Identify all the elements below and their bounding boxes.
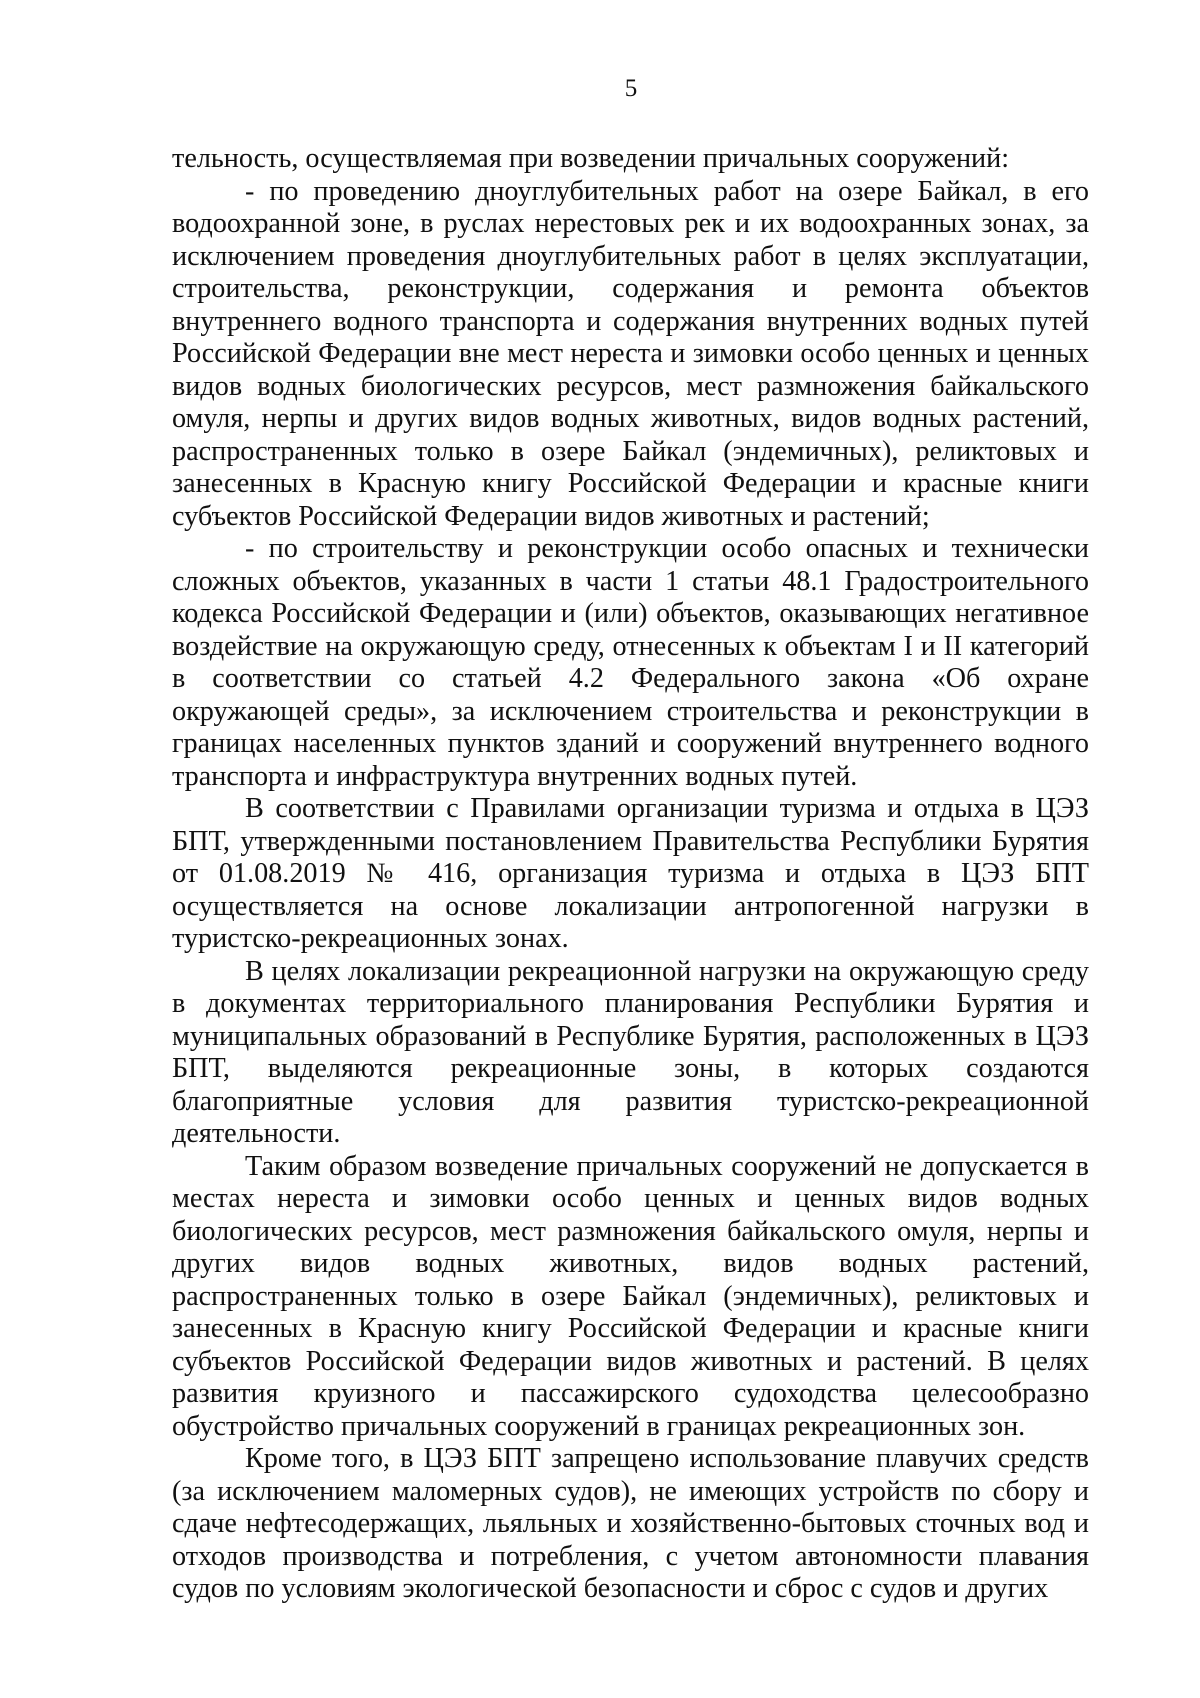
paragraph-mooring-conclusion: Таким образом возведение причальных сооружений не допускается в местах нереста и зимовки особо ценных и ценных видов водных биологических ресурсов, мест размножения байкальского омуля, нерпы и других видов водных животных, видов водных растений, распространенных только в озере Байкал (эндемичных), реликтовых и занесенных в Красную книгу Российской Федерации и красные книги субъектов Российской Федерации видов животных и растений. В целях развития круизного и пассажирского судоходства целесообразно обустройство причальных сооружений в границах рекреационных зон.	[172, 1150, 1089, 1442]
paragraph-dredging-works: - по проведению дноуглубительных работ на озере Байкал, в его водоохранной зоне, в руслах нерестовых рек и их водоохранных зонах, за исключением проведения дноуглубительных работ в целях эксплуатации, строительства, реконструкции, содержания и ремонта объектов внутреннего водного транспорта и содержания внутренних водных путей Российской Федерации вне мест нереста и зимовки особо ценных и ценных видов водных биологических ресурсов, мест размножения байкальского омуля, нерпы и других видов водных животных, видов водных растений, распространенных только в озере Байкал (эндемичных), реликтовых и занесенных в Красную книгу Российской Федерации и красные книги субъектов Российской Федерации видов животных и растений;	[172, 175, 1089, 532]
paragraph-continuation: тельность, осуществляемая при возведении причальных сооружений:	[172, 143, 1010, 174]
paragraph-tourism-rules: В соответствии с Правилами организации туризма и отдыха в ЦЭЗ БПТ, утвержденными постановлением Правительства Республики Бурятия от 01.08.2019 № 416, организация туризма и отдыха в ЦЭЗ БПТ осуществляется на основе локализации антропогенной нагрузки в туристско-рекреационных зонах.	[172, 793, 1089, 954]
paragraph-construction-objects: - по строительству и реконструкции особо опасных и технически сложных объектов, указанных в части 1 статьи 48.1 Градостроительного кодекса Российской Федерации и (или) объектов, оказывающих негативное воздействие на окружающую среду, отнесенных к объектам I и II категорий в соответствии со статьей 4.2 Федерального закона «Об охране окружающей среды», за исключением строительства и реконструкции в границах населенных пунктов зданий и сооружений внутреннего водного транспорта и инфраструктура внутренних водных путей.	[172, 533, 1089, 792]
document-body	[172, 143, 1089, 1606]
paragraph-recreational-zones: В целях локализации рекреационной нагрузки на окружающую среду в документах территориального планирования Республики Бурятия и муниципальных образований в Республике Бурятия, расположенных в ЦЭЗ БПТ, выделяются рекреационные зоны, в которых создаются благоприятные условия для развития туристско-рекреационной деятельности.	[172, 955, 1089, 1149]
paragraph-vessel-restrictions: Кроме того, в ЦЭЗ БПТ запрещено использование плавучих средств (за исключением маломерных судов), не имеющих устройств по сбору и сдаче нефтесодержащих, льяльных и хозяйственно-бытовых сточных вод и отходов производства и потребления, с учетом автономности плавания судов по условиям экологической безопасности и сброс с судов и других	[172, 1443, 1089, 1604]
page-number: 5	[624, 75, 638, 102]
